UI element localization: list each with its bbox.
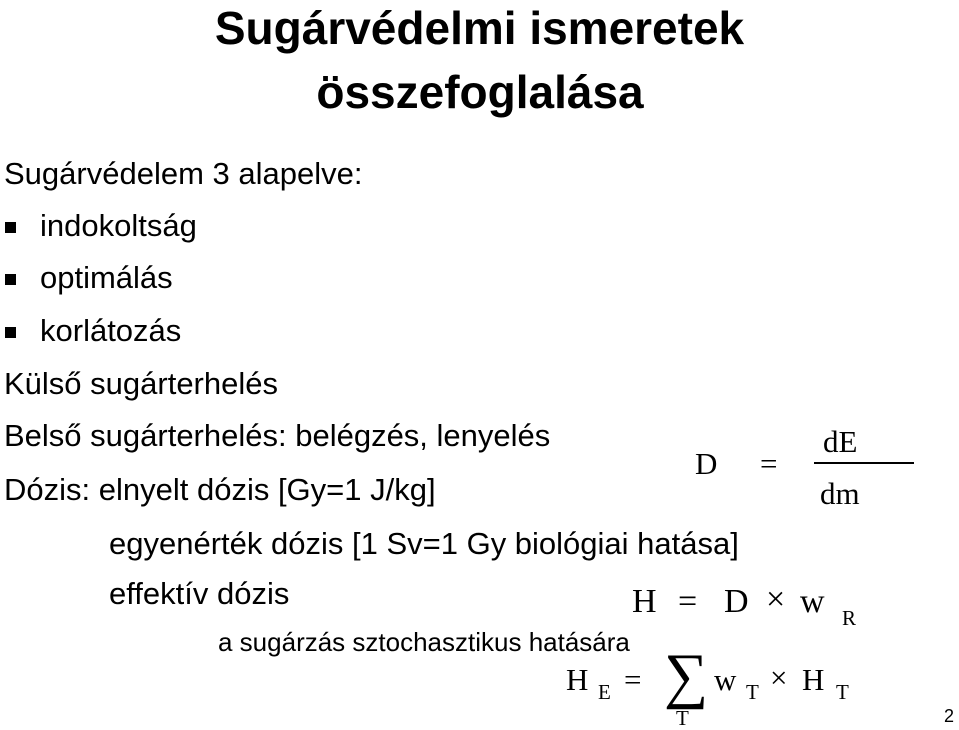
formula-h-lhs: H [632, 583, 657, 620]
formula-he-sum-index: T [676, 706, 689, 730]
fraction-bar [814, 462, 914, 464]
square-bullet-icon [5, 327, 16, 338]
page-number: 2 [944, 706, 955, 726]
formula-h-equals: = [678, 583, 698, 620]
multiply-icon: × [766, 581, 786, 618]
formula-h-w: w [800, 583, 825, 620]
effective-dose-text: effektív dózis [109, 576, 290, 611]
formula-h-w-subscript: R [842, 606, 857, 630]
list-item-label: indokoltság [40, 208, 197, 243]
formula-he-lhs: H [566, 662, 589, 697]
absorbed-dose-text: Dózis: elnyelt dózis [Gy=1 J/kg] [4, 472, 436, 507]
formula-he-w: w [714, 662, 737, 697]
formula-dose-numerator: dE [823, 424, 858, 459]
formula-he-w-subscript: T [746, 680, 759, 704]
formula-dose-lhs: D [695, 446, 718, 481]
principles-heading: Sugárvédelem 3 alapelve: [4, 156, 363, 191]
formula-he-lhs-subscript: E [598, 680, 611, 704]
equivalent-dose-text: egyenérték dózis [1 Sv=1 Gy biológiai hatása] [109, 526, 739, 561]
summation-icon: ∑ [664, 642, 709, 710]
square-bullet-icon [5, 274, 16, 285]
formula-h-d: D [724, 583, 749, 620]
square-bullet-icon [5, 222, 16, 233]
external-exposure-text: Külső sugárterhelés [4, 366, 278, 401]
formula-he-h-subscript: T [836, 680, 849, 704]
stochastic-effect-text: a sugárzás sztochasztikus hatására [218, 627, 630, 657]
formula-he-equals: = [624, 662, 642, 697]
multiply-icon: × [770, 660, 788, 695]
list-item-label: korlátozás [40, 313, 182, 348]
formula-he-h: H [802, 662, 825, 697]
formula-dose-denominator: dm [820, 476, 860, 511]
formula-dose-equals: = [760, 446, 778, 481]
slide-title-line-2: összefoglalása [316, 66, 644, 118]
list-item-label: optimálás [40, 260, 173, 295]
internal-exposure-text: Belső sugárterhelés: belégzés, lenyelés [4, 418, 551, 453]
slide-title-line-1: Sugárvédelmi ismeretek [214, 2, 745, 54]
